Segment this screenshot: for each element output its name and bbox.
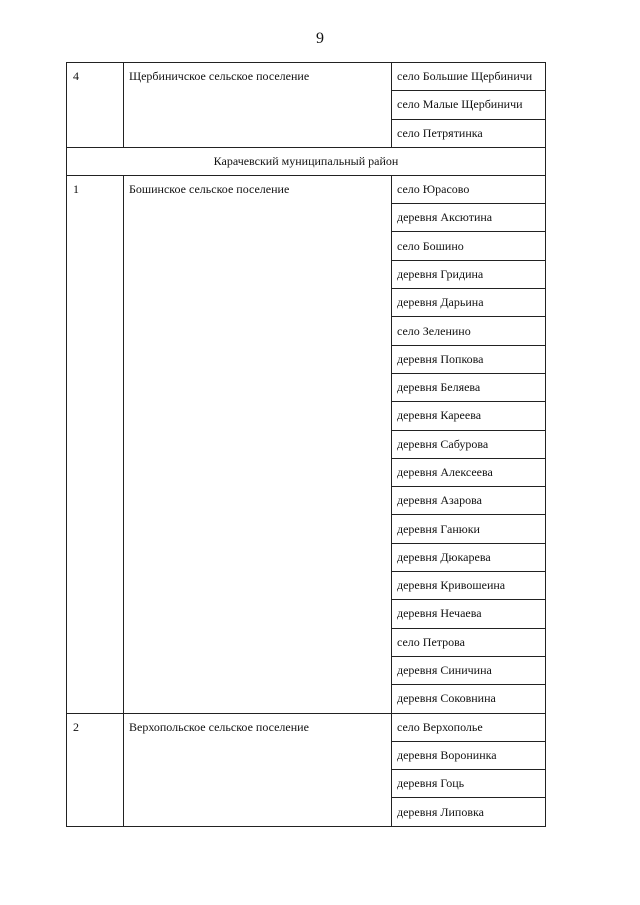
locality-name: деревня Нечаева <box>392 600 546 628</box>
locality-name: деревня Гридина <box>392 260 546 288</box>
locality-name: деревня Беляева <box>392 373 546 401</box>
locality-name: село Бошино <box>392 232 546 260</box>
locality-name: деревня Сабурова <box>392 430 546 458</box>
locality-name: село Петрятинка <box>392 119 546 147</box>
settlement-name: Верхопольское сельское поселение <box>124 713 392 826</box>
locality-name: деревня Алексеева <box>392 458 546 486</box>
page-number: 9 <box>316 30 324 47</box>
locality-name: село Зеленино <box>392 317 546 345</box>
locality-name: село Юрасово <box>392 175 546 203</box>
district-row <box>67 147 546 175</box>
locality-name: деревня Синичина <box>392 656 546 684</box>
settlement-number: 2 <box>67 713 124 826</box>
locality-name: деревня Воронинка <box>392 741 546 769</box>
locality-name: село Петрова <box>392 628 546 656</box>
locality-row <box>67 713 546 741</box>
settlement-number: 1 <box>67 175 124 713</box>
locality-name: деревня Дюкарева <box>392 543 546 571</box>
settlement-name: Щербиничское сельское поселение <box>124 63 392 148</box>
district-name: Карачевский муниципальный район <box>67 147 546 175</box>
locality-name: деревня Ганюки <box>392 515 546 543</box>
locality-name: деревня Аксютина <box>392 204 546 232</box>
locality-name: деревня Кареева <box>392 402 546 430</box>
locality-name: деревня Азарова <box>392 487 546 515</box>
locality-name: село Большие Щербиничи <box>392 63 546 91</box>
locality-name: деревня Попкова <box>392 345 546 373</box>
locality-name: деревня Соковнина <box>392 685 546 713</box>
locality-name: село Верхополье <box>392 713 546 741</box>
locality-name: село Малые Щербиничи <box>392 91 546 119</box>
settlements-table <box>66 62 546 827</box>
locality-name: деревня Гоць <box>392 770 546 798</box>
locality-name: деревня Кривошеина <box>392 572 546 600</box>
settlement-number: 4 <box>67 63 124 148</box>
locality-row <box>67 63 546 91</box>
locality-row <box>67 175 546 203</box>
settlement-name: Бошинское сельское поселение <box>124 175 392 713</box>
locality-name: деревня Дарьина <box>392 289 546 317</box>
locality-name: деревня Липовка <box>392 798 546 826</box>
